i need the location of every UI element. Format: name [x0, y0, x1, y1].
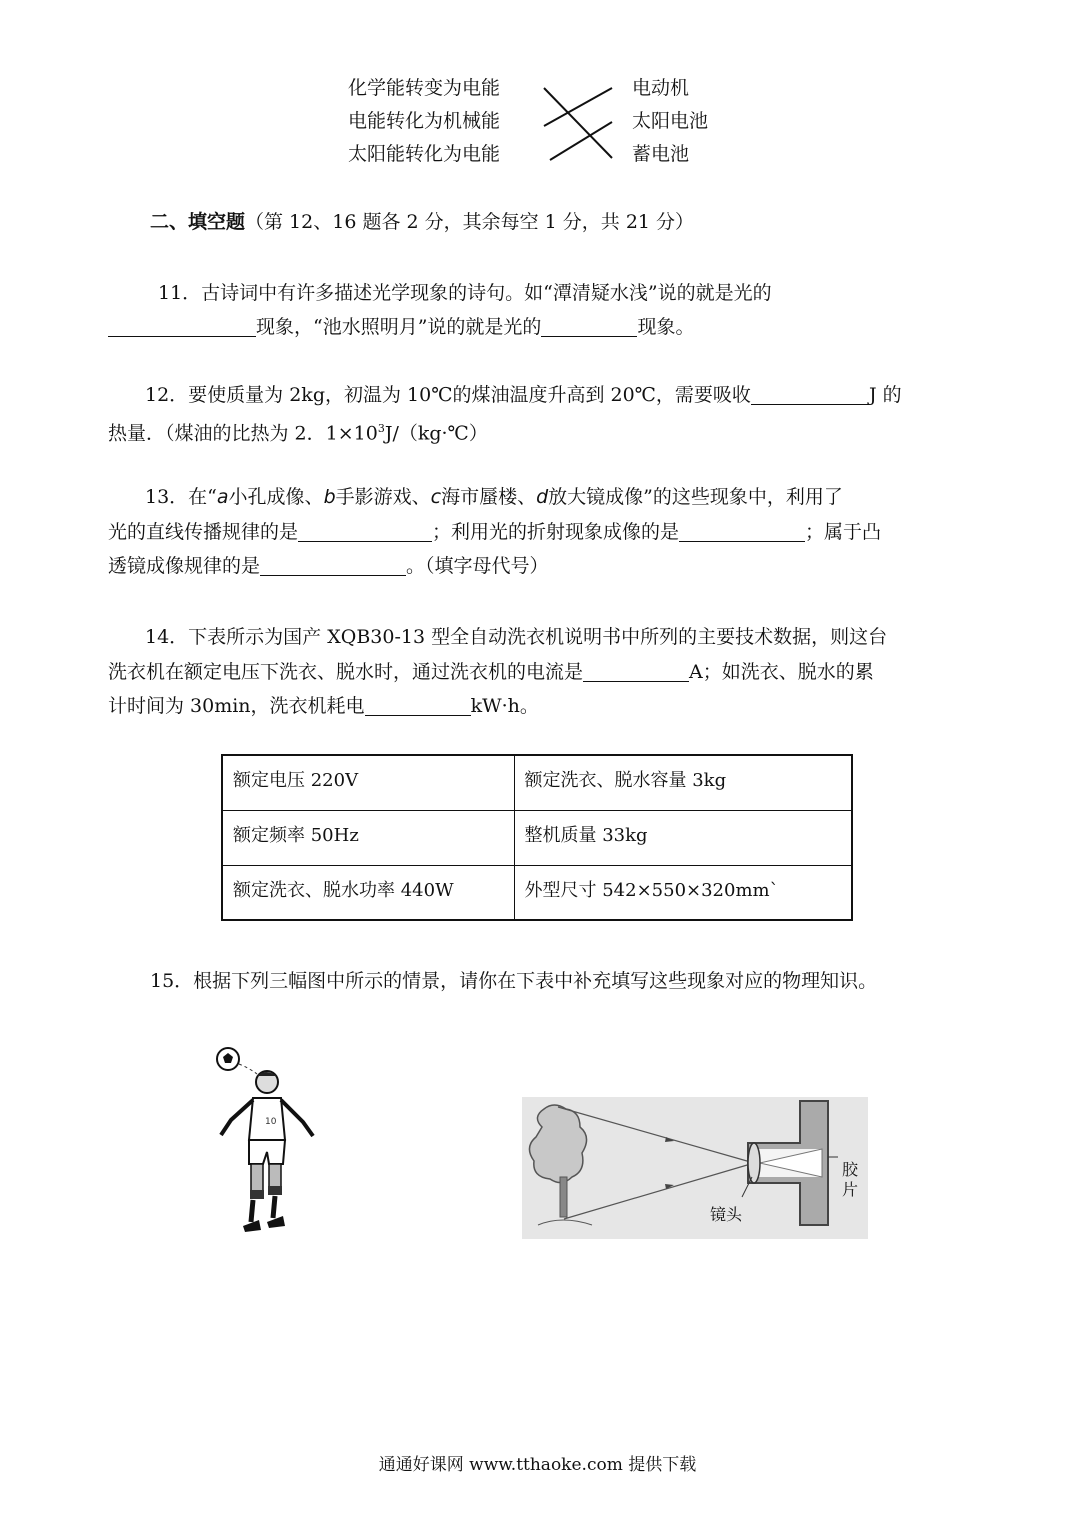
- match-right-item: 太阳电池: [632, 110, 709, 132]
- q14-text: 计时间为 30min，洗衣机耗电: [108, 695, 365, 717]
- match-left-list: [348, 72, 528, 171]
- match-right-item: 蓄电池: [632, 143, 690, 165]
- option-letter: c: [430, 486, 442, 508]
- match-right-list: [632, 72, 772, 171]
- camera-figure: [522, 1097, 868, 1239]
- q13-line3: [108, 549, 549, 583]
- table-row: [222, 810, 852, 865]
- answer-blank[interactable]: [365, 693, 471, 716]
- table-cell: 额定频率 50Hz: [222, 810, 514, 865]
- answer-blank[interactable]: [541, 314, 637, 337]
- answer-blank[interactable]: [260, 553, 406, 576]
- table-cell: 整机质量 33kg: [514, 810, 852, 865]
- q13-line1: [145, 480, 843, 514]
- q13-text: 13．在“: [145, 486, 217, 508]
- q13-text: ；利用光的折射现象成像的是: [432, 521, 680, 543]
- q14-line3: [108, 689, 539, 723]
- section-heading: [150, 205, 694, 239]
- q13-text: 放大镜成像”的这些现象中，利用了: [548, 486, 843, 508]
- table-cell: 额定洗衣、脱水容量 3kg: [514, 755, 852, 810]
- q13-text: 海市蜃楼、: [441, 486, 537, 508]
- q13-line2: [108, 515, 881, 549]
- film-label: 胶片: [842, 1160, 859, 1199]
- q14-line1: 14．下表所示为国产 XQB30-13 型全自动洗衣机说明书中所列的主要技术数据，则这台: [145, 626, 888, 648]
- q12-text: J 的: [868, 384, 902, 406]
- q13-text: 光的直线传播规律的是: [108, 521, 299, 543]
- q11-text: 现象。: [637, 316, 695, 338]
- section-note: （第 12、16 题各 2 分，其余每空 1 分，共 21 分）: [245, 211, 695, 233]
- matching-lines: [540, 78, 620, 168]
- q13-text: 透镜成像规律的是: [108, 555, 261, 577]
- section-title: 二、填空题: [150, 211, 246, 233]
- q13-text: 手影游戏、: [335, 486, 431, 508]
- q13-text: 小孔成像、: [228, 486, 324, 508]
- page-footer: 通通好课网 www.tthaoke.com 提供下载: [378, 1455, 697, 1475]
- q11-line2: [108, 310, 694, 344]
- q13-text: ；属于凸: [805, 521, 882, 543]
- table-cell: 外型尺寸 542×550×320mm`: [514, 865, 852, 920]
- match-left-item: 电能转化为机械能: [348, 110, 501, 132]
- football-player-figure: [205, 1040, 335, 1240]
- answer-blank[interactable]: [298, 519, 432, 542]
- q11-line1: 11．古诗词中有许多描述光学现象的诗句。如“潭清疑水浅”说的就是光的: [158, 282, 772, 304]
- answer-blank[interactable]: [108, 314, 256, 337]
- q12-line2: [108, 412, 488, 450]
- q14-text: A；如洗衣、脱水的累: [689, 661, 874, 683]
- spec-table: [221, 754, 853, 921]
- answer-blank[interactable]: [679, 519, 805, 542]
- q12-line1: [145, 378, 902, 412]
- option-letter: a: [216, 486, 229, 508]
- q14-line2: [108, 655, 874, 689]
- q14-text: 洗衣机在额定电压下洗衣、脱水时，通过洗衣机的电流是: [108, 661, 584, 683]
- option-letter: d: [536, 486, 549, 508]
- q12-text: 12．要使质量为 2kg，初温为 10℃的煤油温度升高到 20℃，需要吸收: [145, 384, 751, 406]
- q15-line1: 15．根据下列三幅图中所示的情景，请你在下表中补充填写这些现象对应的物理知识。: [150, 970, 878, 992]
- exponent: 3: [377, 422, 385, 435]
- q12-text: J/（kg·℃）: [384, 422, 488, 445]
- table-row: [222, 755, 852, 810]
- q13-text: 。（填字母代号）: [406, 555, 549, 577]
- answer-blank[interactable]: [583, 659, 689, 682]
- q11-text: 现象，“池水照明月”说的就是光的: [256, 316, 542, 338]
- match-left-item: 太阳能转化为电能: [348, 143, 501, 165]
- match-right-item: 电动机: [632, 77, 690, 99]
- svg-text:10: 10: [265, 1117, 277, 1127]
- table-cell: 额定电压 220V: [222, 755, 514, 810]
- lens-label: 镜头: [710, 1205, 743, 1224]
- q14-text: kW·h。: [470, 695, 539, 717]
- table-cell: 额定洗衣、脱水功率 440W: [222, 865, 514, 920]
- q12-text: 热量．（煤油的比热为 2．1×10: [108, 422, 378, 445]
- answer-blank[interactable]: [751, 382, 869, 405]
- match-left-item: 化学能转变为电能: [348, 77, 501, 99]
- table-row: [222, 865, 852, 920]
- option-letter: b: [323, 486, 336, 508]
